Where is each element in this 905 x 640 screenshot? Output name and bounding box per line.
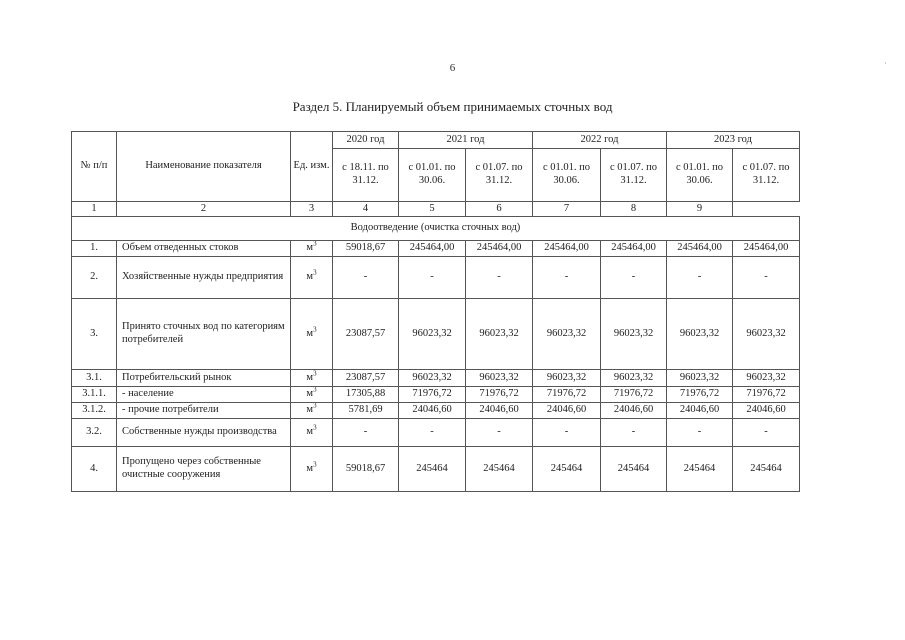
header-period: с 01.07. по 31.12. <box>601 149 667 202</box>
row-value: 96023,32 <box>466 299 533 370</box>
row-num: 4. <box>72 447 117 492</box>
row-value: - <box>533 419 601 447</box>
row-name: - население <box>117 387 291 403</box>
row-value: 24046,60 <box>733 403 800 419</box>
header-unit: Ед. изм. <box>291 132 333 202</box>
column-number: 8 <box>601 202 667 217</box>
row-unit: $м^3$ <box>291 387 333 403</box>
row-num: 3. <box>72 299 117 370</box>
table-row <box>72 257 800 299</box>
row-unit: $м^3$ <box>291 299 333 370</box>
row-value: 245464 <box>466 447 533 492</box>
row-unit: $м^3$ <box>291 403 333 419</box>
row-name: Объем отведенных стоков <box>117 241 291 257</box>
row-value: 245464 <box>601 447 667 492</box>
row-value: 5781,69 <box>333 403 399 419</box>
section-label: Водоотведение (очистка сточных вод) <box>72 217 800 241</box>
row-value: - <box>533 257 601 299</box>
row-value: 59018,67 <box>333 447 399 492</box>
header-period: с 01.07. по 31.12. <box>733 149 800 202</box>
row-num: 2. <box>72 257 117 299</box>
row-unit: $м^3$ <box>291 419 333 447</box>
column-number: 4 <box>333 202 399 217</box>
table-row <box>72 387 800 403</box>
header-year-2022: 2022 год <box>533 132 667 149</box>
row-value: 96023,32 <box>399 299 466 370</box>
column-number: 6 <box>466 202 533 217</box>
row-value: 245464 <box>533 447 601 492</box>
header-period: с 18.11. по 31.12. <box>333 149 399 202</box>
row-value: 245464,00 <box>533 241 601 257</box>
header-period: с 01.01. по 30.06. <box>399 149 466 202</box>
row-value: 96023,32 <box>601 299 667 370</box>
column-number: 3 <box>291 202 333 217</box>
row-value: 24046,60 <box>533 403 601 419</box>
row-value: 96023,32 <box>733 299 800 370</box>
row-value: 24046,60 <box>667 403 733 419</box>
header-period: с 01.01. по 30.06. <box>533 149 601 202</box>
row-value: 245464,00 <box>399 241 466 257</box>
table-row <box>72 403 800 419</box>
row-value: 71976,72 <box>466 387 533 403</box>
row-value: - <box>333 257 399 299</box>
row-value: 24046,60 <box>466 403 533 419</box>
row-value: 24046,60 <box>399 403 466 419</box>
row-value: 71976,72 <box>667 387 733 403</box>
table-row <box>72 299 800 370</box>
row-num: 3.1.1. <box>72 387 117 403</box>
header-num: № п/п <box>72 132 117 202</box>
row-value: - <box>399 257 466 299</box>
header-period: с 01.07. по 31.12. <box>466 149 533 202</box>
row-value: 23087,57 <box>333 299 399 370</box>
row-value: 24046,60 <box>601 403 667 419</box>
header-period: с 01.01. по 30.06. <box>667 149 733 202</box>
row-value: 245464,00 <box>601 241 667 257</box>
row-value: - <box>733 257 800 299</box>
row-value: 71976,72 <box>733 387 800 403</box>
table-row <box>72 419 800 447</box>
row-name: Пропущено через собственные очистные сооружения <box>117 447 291 492</box>
row-name: Собственные нужды производства <box>117 419 291 447</box>
row-name: Хозяйственные нужды предприятия <box>117 257 291 299</box>
row-value: 245464,00 <box>466 241 533 257</box>
row-value: 17305,88 <box>333 387 399 403</box>
row-num: 3.1. <box>72 370 117 387</box>
table-row <box>72 447 800 492</box>
header-name: Наименование показателя <box>117 132 291 202</box>
row-value: - <box>399 419 466 447</box>
column-number: 2 <box>117 202 291 217</box>
row-value: 71976,72 <box>601 387 667 403</box>
row-value: 23087,57 <box>333 370 399 387</box>
row-name: Потребительский рынок <box>117 370 291 387</box>
row-value: 245464,00 <box>733 241 800 257</box>
column-number: 5 <box>399 202 466 217</box>
row-value: 245464 <box>667 447 733 492</box>
row-value: 96023,32 <box>533 370 601 387</box>
row-value: 71976,72 <box>399 387 466 403</box>
row-value: 96023,32 <box>466 370 533 387</box>
row-unit: $м^3$ <box>291 257 333 299</box>
header-year-2023: 2023 год <box>667 132 800 149</box>
row-value: 71976,72 <box>533 387 601 403</box>
row-value: - <box>667 419 733 447</box>
row-value: 96023,32 <box>733 370 800 387</box>
row-value: - <box>333 419 399 447</box>
column-number: 1 <box>72 202 117 217</box>
row-value: - <box>466 257 533 299</box>
column-number: 7 <box>533 202 601 217</box>
row-value: - <box>601 257 667 299</box>
wastewater-volume-table <box>71 131 800 492</box>
table-row <box>72 241 800 257</box>
row-unit: $м^3$ <box>291 241 333 257</box>
row-name: - прочие потребители <box>117 403 291 419</box>
row-value: 245464 <box>399 447 466 492</box>
page-number: 6 <box>449 62 456 74</box>
table-row <box>72 370 800 387</box>
row-value: 59018,67 <box>333 241 399 257</box>
row-value: - <box>466 419 533 447</box>
row-value: 96023,32 <box>533 299 601 370</box>
row-value: 96023,32 <box>667 370 733 387</box>
row-num: 3.2. <box>72 419 117 447</box>
row-value: - <box>667 257 733 299</box>
row-num: 1. <box>72 241 117 257</box>
row-value: - <box>601 419 667 447</box>
column-number: 9 <box>667 202 733 217</box>
row-num: 3.1.2. <box>72 403 117 419</box>
row-value: 96023,32 <box>601 370 667 387</box>
header-year-2021: 2021 год <box>399 132 533 149</box>
row-value: - <box>733 419 800 447</box>
row-value: 96023,32 <box>667 299 733 370</box>
row-unit: $м^3$ <box>291 447 333 492</box>
row-value: 245464 <box>733 447 800 492</box>
row-value: 245464,00 <box>667 241 733 257</box>
header-year-2020: 2020 год <box>333 132 399 149</box>
row-value: 96023,32 <box>399 370 466 387</box>
row-unit: $м^3$ <box>291 370 333 387</box>
corner-mark: · <box>884 58 887 68</box>
row-name: Принято сточных вод по категориям потребителей <box>117 299 291 370</box>
document-title: Раздел 5. Планируемый объем принимаемых сточных вод <box>292 99 613 114</box>
